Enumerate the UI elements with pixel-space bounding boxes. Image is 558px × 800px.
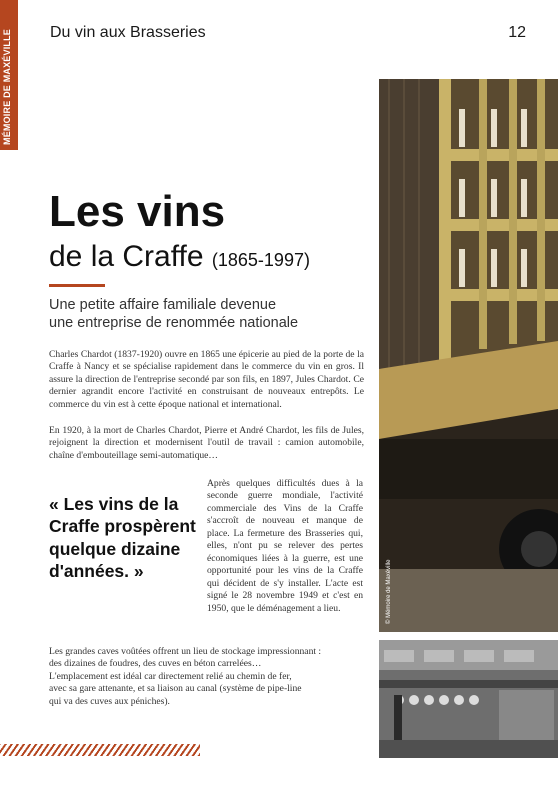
article-title: Les vins	[49, 187, 226, 236]
paragraph-4-line-5: qui va des cuves aux péniches).	[49, 695, 170, 707]
article-title-line2	[49, 240, 310, 273]
paragraph-4-line-2: des dizaines de foudres, des cuves en béton carrelées…	[49, 658, 262, 670]
side-tab-label: MÉMOIRE DE MAXÉVILLE	[2, 28, 12, 145]
factory-illustration	[379, 640, 558, 758]
paragraph-1: Charles Chardot (1837-1920) ouvre en 1865 une épicerie au pied de la porte de la Craffe à Nancy et se spécialise rapidement dans le commerce du vin en gros. Il assure la direction de l'entreprise secondé par son fils, en 1897, Jules Chardot. Ce dernier agrandit encore l'activité en construisant de nouveaux entrepôts. Le commerce du vin est à cette époque national et international.	[49, 349, 364, 410]
photo-credit: © Mémoire de Maxéville	[386, 559, 392, 624]
paragraph-4-line-1: Les grandes caves voûtées offrent un lieu de stockage impressionnant :	[49, 646, 322, 657]
factory-photo	[379, 640, 558, 758]
paragraph-4-line-3: L'emplacement est idéal car directement relié au chemin de fer,	[49, 670, 292, 682]
header-title: Du vin aux Brasseries	[50, 24, 206, 41]
article-title-name: de la Craffe	[49, 240, 204, 273]
article-title-years: (1865-1997)	[211, 250, 310, 270]
paragraph-4	[49, 646, 364, 708]
page-number: 12	[508, 24, 526, 41]
title-rule	[49, 284, 105, 287]
article-subtitle	[49, 296, 298, 332]
decorative-hatch	[0, 744, 200, 756]
paragraph-2: En 1920, à la mort de Charles Chardot, Pierre et André Chardot, les fils de Jules, rejoignent la direction et modernisent l'outil de travail : camion automobile, chaîne d'embouteillage semi-automatique…	[49, 425, 364, 461]
subtitle-line-2: une entreprise de renommée nationale	[49, 315, 299, 332]
truck-illustration	[379, 79, 558, 632]
subtitle-line-1: Une petite affaire familiale devenue	[49, 297, 277, 313]
pull-quote: « Les vins de la Craffe prospèrent quelque dizaine d'années. »	[49, 494, 196, 582]
paragraph-4-line-4: avec sa gare attenante, et sa liaison au canal (système de pipe-line	[49, 683, 302, 695]
side-tab	[0, 0, 18, 150]
truck-photo	[379, 79, 558, 632]
paragraph-3: Après quelques difficultés dues à la seconde guerre mondiale, l'activité commerciale des Vins de la Craffe s'accroît de nouveau et manque de place. La fermeture des Brasseries qui, elles, n'ont pu se relever des pertes économiques liées à la guerre, est une opportunité pour les vins de la Craffe qui décident de s'y installer. L'acte est signé le 28 novembre 1949 et c'est en 1950, que le déménagement a lieu.	[207, 478, 363, 614]
